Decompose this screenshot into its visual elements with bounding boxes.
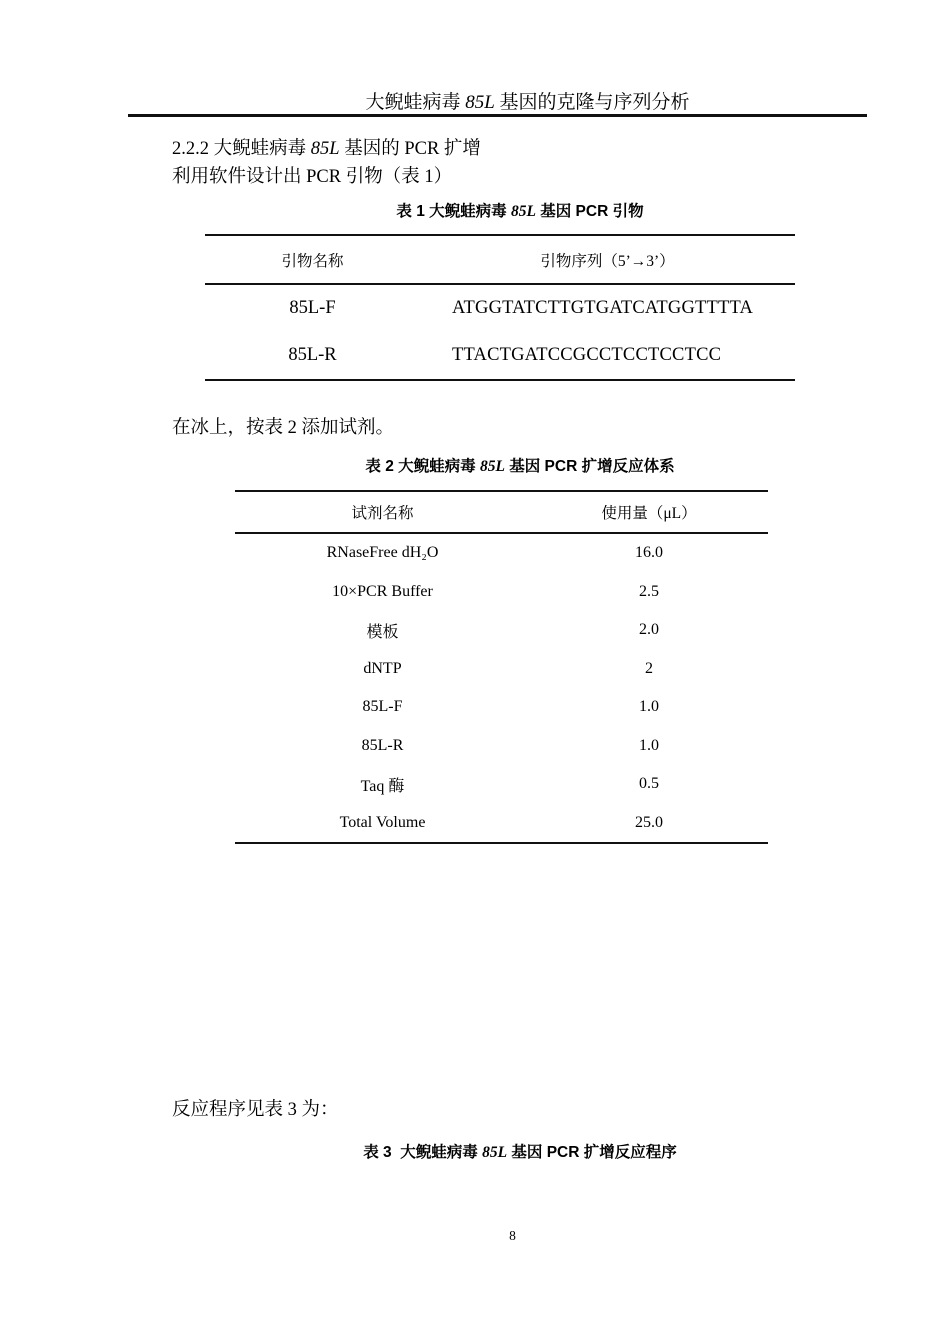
table-row xyxy=(205,285,795,332)
table3-caption-gene-name: 85L xyxy=(482,1144,508,1161)
cell-reagent: RNaseFree dH₂O xyxy=(326,544,439,562)
table-row xyxy=(235,688,768,727)
cell-primer-sequence: TTACTGATCCGCCTCCTCCTCC xyxy=(452,345,722,365)
table2-caption-gene-name: 85L xyxy=(479,458,505,475)
table-row xyxy=(235,611,768,650)
paragraph-reaction-program: 反应程序见表 3 为： xyxy=(172,1100,339,1120)
cell-primer-sequence: ATGGTATCTTGTGATCATGGTTTTA xyxy=(452,298,754,318)
cell-reagent: 85L-F xyxy=(362,698,403,716)
cell-amount: 1.0 xyxy=(639,698,659,716)
table-row xyxy=(235,650,768,689)
table2-header-row xyxy=(235,492,768,534)
title-gene-name: 85L xyxy=(465,92,495,113)
section-heading-text: 2.2.2 大鲵蛙病毒 xyxy=(172,139,311,159)
table1-caption-prefix: 表 1 大鲵蛙病毒 xyxy=(396,203,511,220)
table1-header-primer-name: 引物名称 xyxy=(281,252,344,270)
table3-caption xyxy=(128,1140,867,1166)
paragraph-primer-design: 利用软件设计出 PCR 引物（表 1） xyxy=(172,167,453,187)
table1-header-row xyxy=(205,236,795,285)
table-row xyxy=(205,332,795,379)
cell-amount: 16.0 xyxy=(635,544,663,562)
cell-amount: 0.5 xyxy=(639,775,659,793)
section-heading-suffix: 基因的 PCR 扩增 xyxy=(339,139,481,159)
running-head-title xyxy=(128,89,867,117)
table-row xyxy=(235,765,768,804)
cell-amount: 2.5 xyxy=(639,582,659,600)
table2-header-amount: 使用量（μL） xyxy=(601,505,697,522)
header-rule xyxy=(128,114,867,117)
title-text: 大鲵蛙病毒 xyxy=(365,92,466,113)
cell-reagent: dNTP xyxy=(363,659,402,677)
cell-amount: 2.0 xyxy=(639,621,659,639)
section-heading xyxy=(172,135,481,163)
table1-header-primer-sequence: 引物序列（5’→3’） xyxy=(540,252,675,270)
cell-reagent: Taq 酶 xyxy=(360,777,405,795)
table3-caption-prefix: 表 3 大鲵蛙病毒 xyxy=(363,1144,483,1161)
cell-primer-name: 85L-F xyxy=(289,298,336,318)
table1-caption-suffix: 基因 PCR 引物 xyxy=(535,203,644,220)
cell-reagent: 10×PCR Buffer xyxy=(332,582,433,600)
table1-caption-gene-name: 85L xyxy=(510,203,536,220)
cell-amount: 1.0 xyxy=(639,736,659,754)
cell-reagent: 85L-R xyxy=(361,736,404,754)
cell-primer-name: 85L-R xyxy=(288,345,337,365)
paragraph-add-reagents: 在冰上，按表 2 添加试剂。 xyxy=(172,418,395,438)
cell-reagent: 模板 xyxy=(366,623,399,641)
table1-caption xyxy=(128,199,867,225)
table2-caption xyxy=(128,454,867,480)
table2-caption-suffix: 基因 PCR 扩增反应体系 xyxy=(504,458,675,475)
page-number: 8 xyxy=(509,1228,516,1243)
cell-reagent: Total Volume xyxy=(339,813,426,831)
title-text-suffix: 基因的克隆与序列分析 xyxy=(494,92,690,113)
table-row xyxy=(235,727,768,766)
table-row xyxy=(235,573,768,612)
table2-caption-prefix: 表 2 大鲵蛙病毒 xyxy=(365,458,480,475)
table-row xyxy=(235,804,768,843)
cell-amount: 25.0 xyxy=(635,813,663,831)
table-pcr-reaction-system xyxy=(235,490,768,844)
table3-caption-suffix: 基因 PCR 扩增反应程序 xyxy=(507,1144,677,1161)
section-heading-gene-name: 85L xyxy=(310,139,340,159)
table-pcr-primers xyxy=(205,234,795,381)
table2-header-reagent: 试剂名称 xyxy=(351,505,414,522)
table-row xyxy=(235,534,768,573)
cell-amount: 2 xyxy=(645,659,653,677)
